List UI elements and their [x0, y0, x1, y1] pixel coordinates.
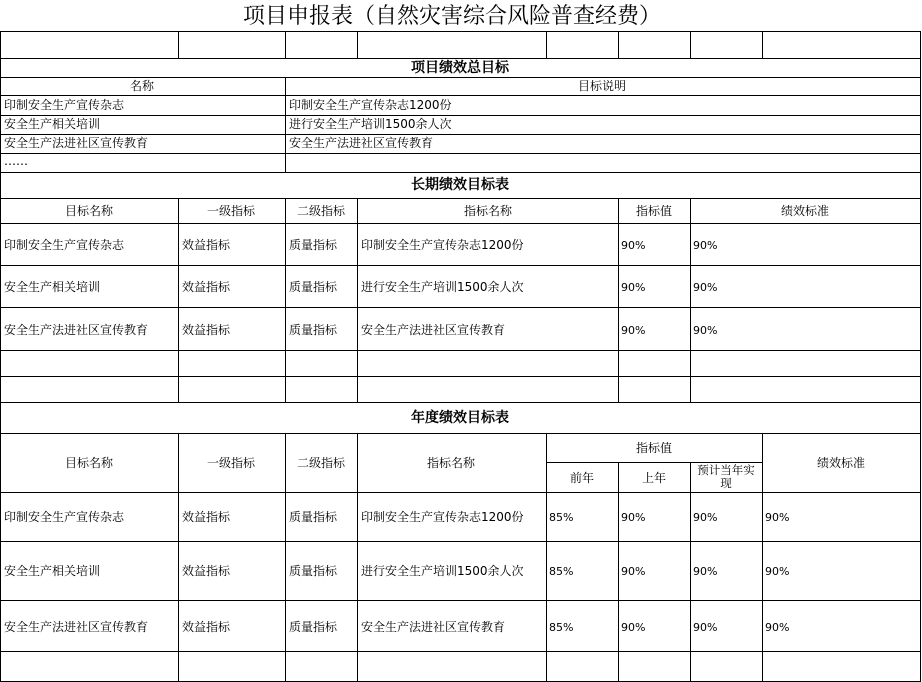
long-term-header: 二级指标	[296, 204, 346, 218]
overall-col-desc: 目标说明	[577, 79, 627, 93]
grid-line	[0, 31, 921, 32]
annual-standard: 90%	[765, 511, 790, 524]
annual-metric: 印制安全生产宣传杂志1200份	[361, 510, 524, 524]
annual-expected: 90%	[693, 621, 718, 634]
long-term-metric: 安全生产法进社区宣传教育	[361, 323, 506, 337]
long-term-heading: 长期绩效目标表	[411, 177, 509, 193]
grid-line	[0, 31, 1, 681]
overall-goals-heading: 项目绩效总目标	[411, 60, 509, 76]
annual-prev2: 85%	[549, 621, 574, 634]
long-term-standard: 90%	[693, 324, 718, 337]
grid-line	[690, 462, 691, 681]
grid-line	[178, 433, 179, 681]
grid-line	[357, 433, 358, 681]
grid-line	[285, 31, 286, 58]
grid-line	[0, 223, 921, 224]
grid-line	[0, 95, 921, 96]
long-term-metric: 印制安全生产宣传杂志1200份	[361, 238, 524, 252]
annual-prev1: 90%	[621, 511, 646, 524]
grid-line	[0, 265, 921, 266]
grid-line	[762, 31, 763, 58]
grid-line	[0, 115, 921, 116]
grid-line	[0, 172, 921, 173]
overall-ellipsis: ……	[4, 154, 28, 168]
annual-l1: 效益指标	[182, 564, 231, 578]
annual-expected: 90%	[693, 565, 718, 578]
grid-line	[690, 198, 691, 402]
long-term-header: 指标值	[635, 204, 673, 218]
long-term-value: 90%	[621, 324, 646, 337]
grid-line	[762, 433, 763, 681]
long-term-value: 90%	[621, 239, 646, 252]
grid-line	[357, 31, 358, 58]
long-term-value: 90%	[621, 281, 646, 294]
grid-line	[0, 198, 921, 199]
grid-line	[285, 77, 286, 172]
grid-line	[0, 541, 921, 542]
grid-line	[618, 462, 619, 681]
grid-line	[285, 433, 286, 681]
annual-prev2: 85%	[549, 565, 574, 578]
long-term-l2: 质量指标	[289, 323, 338, 337]
annual-goal: 印制安全生产宣传杂志	[4, 510, 125, 524]
annual-l1: 效益指标	[182, 510, 231, 524]
long-term-goal: 印制安全生产宣传杂志	[4, 238, 125, 252]
long-term-header: 目标名称	[64, 204, 114, 218]
grid-line	[618, 31, 619, 58]
long-term-l1: 效益指标	[182, 280, 231, 294]
overall-row-name: 安全生产法进社区宣传教育	[4, 136, 149, 150]
overall-row-desc: 安全生产法进社区宣传教育	[289, 136, 434, 150]
grid-line	[0, 433, 921, 434]
grid-line	[690, 31, 691, 58]
grid-line	[0, 600, 921, 601]
annual-l1: 效益指标	[182, 620, 231, 634]
annual-prev1: 90%	[621, 621, 646, 634]
grid-line	[0, 651, 921, 652]
annual-expected: 90%	[693, 511, 718, 524]
long-term-header: 一级指标	[206, 204, 256, 218]
annual-header-goal: 目标名称	[64, 456, 114, 470]
grid-line	[0, 350, 921, 351]
annual-l2: 质量指标	[289, 620, 338, 634]
grid-line	[178, 198, 179, 402]
annual-metric: 安全生产法进社区宣传教育	[361, 620, 506, 634]
grid-line	[0, 153, 921, 154]
grid-line	[0, 492, 921, 493]
annual-header-prev2: 前年	[569, 471, 595, 485]
page-title: 项目申报表（自然灾害综合风险普查经费）	[242, 4, 662, 29]
long-term-standard: 90%	[693, 281, 718, 294]
overall-row-name: 印制安全生产宣传杂志	[4, 98, 125, 112]
annual-prev2: 85%	[549, 511, 574, 524]
grid-line	[178, 31, 179, 58]
long-term-header: 绩效标准	[780, 204, 830, 218]
grid-line	[0, 376, 921, 377]
grid-line	[0, 402, 921, 403]
annual-prev1: 90%	[621, 565, 646, 578]
overall-row-desc: 印制安全生产宣传杂志1200份	[289, 98, 452, 112]
overall-row-desc: 进行安全生产培训1500余人次	[289, 117, 452, 131]
long-term-l1: 效益指标	[182, 323, 231, 337]
grid-line	[920, 31, 921, 681]
annual-header-l1: 一级指标	[206, 456, 256, 470]
grid-line	[0, 307, 921, 308]
annual-standard: 90%	[765, 565, 790, 578]
annual-standard: 90%	[765, 621, 790, 634]
overall-col-name: 名称	[129, 79, 155, 93]
annual-l2: 质量指标	[289, 564, 338, 578]
long-term-l1: 效益指标	[182, 238, 231, 252]
annual-header-metric: 指标名称	[426, 456, 476, 470]
grid-line	[0, 134, 921, 135]
annual-goal: 安全生产相关培训	[4, 564, 101, 578]
long-term-goal: 安全生产法进社区宣传教育	[4, 323, 149, 337]
grid-line	[618, 198, 619, 402]
annual-heading: 年度绩效目标表	[411, 410, 509, 426]
grid-line	[546, 31, 547, 58]
grid-line	[285, 198, 286, 402]
overall-row-name: 安全生产相关培训	[4, 117, 101, 131]
long-term-metric: 进行安全生产培训1500余人次	[361, 280, 524, 294]
long-term-standard: 90%	[693, 239, 718, 252]
annual-goal: 安全生产法进社区宣传教育	[4, 620, 149, 634]
long-term-l2: 质量指标	[289, 280, 338, 294]
grid-line	[0, 77, 921, 78]
long-term-goal: 安全生产相关培训	[4, 280, 101, 294]
grid-line	[357, 198, 358, 402]
annual-header-prev1: 上年	[641, 471, 667, 485]
annual-header-standard: 绩效标准	[816, 456, 866, 470]
long-term-header: 指标名称	[463, 204, 513, 218]
annual-l2: 质量指标	[289, 510, 338, 524]
annual-metric: 进行安全生产培训1500余人次	[361, 564, 524, 578]
annual-header-expected: 预计当年实现	[697, 463, 755, 490]
grid-line	[546, 433, 547, 681]
long-term-l2: 质量指标	[289, 238, 338, 252]
annual-header-l2: 二级指标	[296, 456, 346, 470]
annual-header-value-group: 指标值	[635, 441, 673, 455]
